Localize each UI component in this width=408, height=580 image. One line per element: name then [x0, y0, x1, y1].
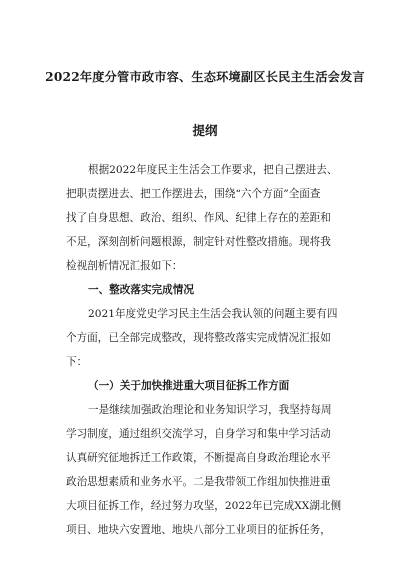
body-line: 大项目征拆工作，经过努力攻坚，2022年已完成XX湖北侧 — [66, 500, 342, 512]
body-line: 认真研究征地拆迁工作政策，不断提高自身政治理论水平 — [66, 452, 331, 464]
subsection-heading: （一）关于加快推进重大项目征拆工作方面 — [88, 380, 290, 392]
body-line: 下： — [66, 356, 88, 368]
body-line: 根据2022年度民主生活会工作要求，把自己摆进去、 — [88, 164, 338, 176]
section-heading: 一、整改落实完成情况 — [88, 284, 194, 296]
body-line: 一是继续加强政治理论和业务知识学习，我坚持每周 — [88, 404, 332, 416]
document-subtitle: 提纲 — [192, 123, 218, 138]
body-line: 把职责摆进去、把工作摆进去，围绕“六个方面”全面查 — [66, 188, 321, 200]
body-line: 检视剖析情况汇报如下： — [66, 260, 183, 272]
document-title: 2022年度分管市政市容、生态环境副区长民主生活会发言 — [45, 70, 365, 84]
body-line: 不足，深刻剖析问题根源，制定针对性整改措施。现将我 — [66, 236, 331, 248]
body-line: 项目、地块六安置地、地块八部分工业项目的征拆任务， — [66, 524, 331, 536]
body-line: 找了自身思想、政治、组织、作风、纪律上存在的差距和 — [66, 212, 331, 224]
body-line: 2021年度党史学习民主生活会我认领的问题主要有四 — [88, 308, 338, 320]
body-line: 政治思想素质和业务水平。二是我带领工作组加快推进重 — [66, 476, 331, 488]
body-line: 学习制度，通过组织交流学习，自身学习和集中学习活动 — [66, 428, 331, 440]
body-line: 个方面，已全部完成整改，现将整改落实完成情况汇报如 — [66, 332, 331, 344]
